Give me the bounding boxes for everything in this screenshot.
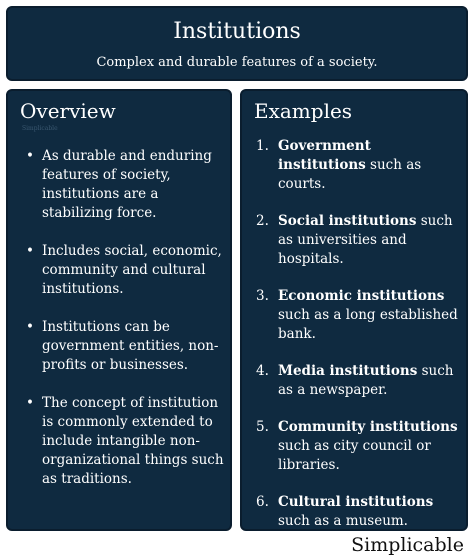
page-title: Institutions — [173, 19, 301, 44]
item-number: 2. — [256, 213, 269, 229]
bullet-icon: • — [26, 243, 34, 259]
item-number: 4. — [256, 363, 269, 379]
overview-panel — [6, 89, 232, 531]
item-text: such as a long established bank. — [278, 307, 458, 342]
examples-list — [242, 137, 466, 531]
list-item — [22, 242, 224, 299]
bullet-icon: • — [26, 395, 34, 411]
list-item — [22, 318, 224, 375]
bullet-icon: • — [26, 319, 34, 335]
examples-heading: Examples — [254, 99, 353, 123]
item-title: Community institutions — [278, 419, 458, 435]
item-text: such as courts. — [278, 157, 422, 192]
item-title: Government institutions — [278, 138, 371, 173]
item-title: Cultural institutions — [278, 494, 434, 510]
list-item — [22, 147, 224, 223]
page-subtitle: Complex and durable features of a society. — [96, 55, 378, 70]
examples-panel — [240, 89, 468, 531]
list-item-text: As durable and enduring features of society, institutions are a stabilizing force. — [42, 148, 212, 221]
list-item-text: Includes social, economic, community and cultural institutions. — [42, 243, 222, 297]
list-item — [256, 137, 460, 194]
brand-logo-text: Simplicable — [351, 534, 464, 556]
list-item — [256, 212, 460, 269]
header-panel — [6, 6, 468, 81]
item-text: such as a newspaper. — [278, 363, 454, 398]
item-title: Media institutions — [278, 363, 418, 379]
list-item-text: Institutions can be government entities, non-profits or businesses. — [42, 319, 219, 373]
list-item-text: The concept of institution is commonly extended to include intangible non-organizational things such as traditions. — [42, 395, 224, 487]
item-title: Economic institutions — [278, 288, 445, 304]
item-text: such as a museum. — [278, 513, 408, 529]
item-number: 5. — [256, 419, 269, 435]
watermark: Simplicable — [22, 125, 58, 132]
item-text: such as city council or libraries. — [278, 438, 431, 473]
list-item — [22, 394, 224, 489]
list-item — [256, 493, 460, 531]
list-item — [256, 287, 460, 344]
overview-heading: Overview — [20, 99, 116, 123]
list-item — [256, 418, 460, 475]
item-number: 1. — [256, 138, 269, 154]
item-number: 6. — [256, 494, 269, 510]
overview-list — [8, 147, 230, 489]
list-item — [256, 362, 460, 400]
item-text: such as universities and hospitals. — [278, 213, 453, 267]
item-number: 3. — [256, 288, 269, 304]
bullet-icon: • — [26, 148, 34, 164]
item-title: Social institutions — [278, 213, 417, 229]
